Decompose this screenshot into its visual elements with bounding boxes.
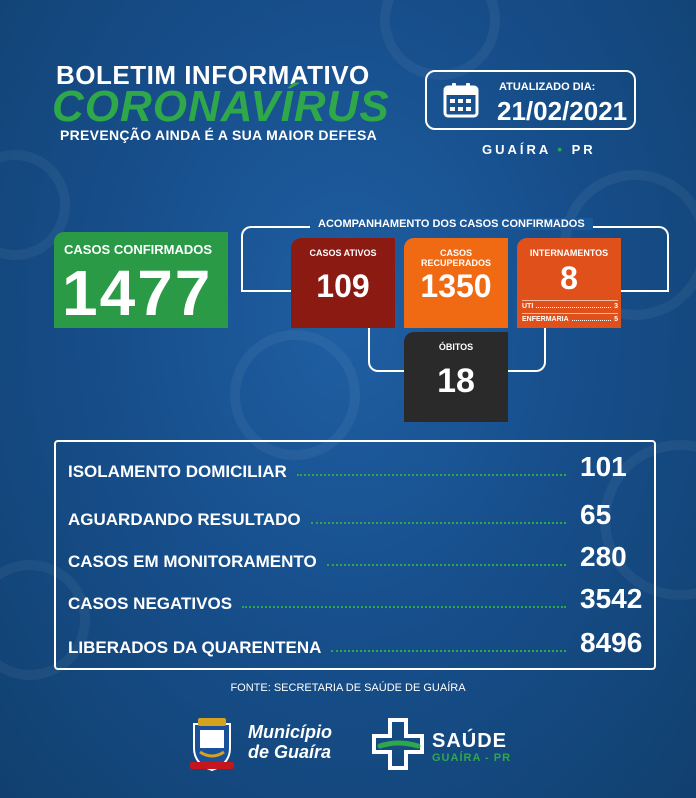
- stat-row: [68, 628, 652, 658]
- uti-label: UTI: [522, 303, 534, 310]
- data-source: FONTE: SECRETARIA DE SAÚDE DE GUAÍRA: [230, 682, 466, 694]
- stat-value: 3542: [580, 583, 643, 614]
- municipality-line1: Município: [248, 722, 332, 742]
- stat-row: [68, 584, 652, 614]
- recovered-cases-card: [404, 238, 508, 328]
- ward-value: 5: [614, 316, 618, 323]
- dot-leader: [327, 564, 566, 566]
- stat-label: AGUARDANDO RESULTADO: [68, 510, 301, 529]
- deaths-label: ÓBITOS: [438, 342, 474, 352]
- location-separator: •: [557, 142, 565, 157]
- tracking-frame-line: [621, 290, 669, 292]
- stat-row: [68, 542, 652, 572]
- stat-value: 65: [580, 499, 612, 530]
- prevention-slogan: PREVENÇÃO AINDA É A SUA MAIOR DEFESA: [60, 127, 378, 143]
- stat-row: [68, 500, 652, 530]
- confirmed-cases-label: CASOS CONFIRMADOS: [64, 242, 213, 257]
- municipality-crest-icon: [186, 716, 238, 772]
- ward-label: ENFERMARIA: [522, 316, 569, 323]
- uti-value: 3: [614, 303, 618, 310]
- dot-leader: [242, 606, 566, 608]
- dot-leader: [572, 316, 611, 321]
- deaths-card: [404, 332, 508, 422]
- recovered-cases-label: CASOS RECUPERADOS: [420, 248, 491, 268]
- stat-value: 280: [580, 541, 627, 572]
- dot-leader: [536, 303, 611, 308]
- stat-row: [68, 452, 652, 482]
- location: [482, 142, 596, 157]
- update-date-box: [425, 70, 636, 130]
- health-cross-icon: [370, 716, 426, 772]
- coronavirus-title: CORONAVÍRUS: [52, 82, 390, 131]
- uti-row: [522, 300, 618, 310]
- municipality-name: [248, 722, 332, 762]
- stats-box: [54, 440, 656, 670]
- dot-leader: [311, 522, 566, 524]
- stat-value: 8496: [580, 627, 643, 658]
- bulletin-title: BOLETIM INFORMATIVO: [56, 60, 370, 90]
- tracking-title: ACOMPANHAMENTO DOS CASOS CONFIRMADOS: [310, 218, 593, 230]
- virus-decoration-icon: [380, 0, 500, 80]
- update-date: 21/02/2021: [497, 96, 628, 126]
- stat-value: 101: [580, 451, 627, 482]
- active-cases-value: 109: [316, 268, 370, 304]
- calendar-icon: [443, 82, 479, 118]
- city-name: GUAÍRA: [482, 142, 551, 157]
- confirmed-cases-card: [54, 232, 228, 328]
- municipality-line2: de Guaíra: [248, 742, 332, 762]
- stat-label: ISOLAMENTO DOMICILIAR: [68, 462, 287, 481]
- tracking-frame-line: [241, 290, 291, 292]
- stat-label: CASOS NEGATIVOS: [68, 594, 233, 613]
- dot-leader: [297, 474, 566, 476]
- hospitalized-card: [517, 238, 621, 328]
- confirmed-cases-value: 1477: [62, 257, 213, 329]
- stat-label: CASOS EM MONITORAMENTO: [68, 552, 317, 571]
- stat-label: LIBERADOS DA QUARENTENA: [68, 638, 322, 657]
- recovered-cases-value: 1350: [420, 268, 492, 304]
- active-cases-label: CASOS ATIVOS: [309, 248, 377, 258]
- hospitalized-label: INTERNAMENTOS: [529, 248, 609, 258]
- hospitalized-value: 8: [560, 260, 578, 296]
- ward-row: [522, 313, 618, 323]
- update-label: ATUALIZADO DIA:: [499, 81, 596, 93]
- health-subtitle: GUAÍRA - PR: [432, 752, 512, 764]
- deaths-value: 18: [437, 362, 475, 400]
- active-cases-card: [291, 238, 395, 328]
- dot-leader: [331, 650, 566, 652]
- health-title: SAÚDE: [432, 730, 508, 752]
- state-name: PR: [571, 142, 596, 157]
